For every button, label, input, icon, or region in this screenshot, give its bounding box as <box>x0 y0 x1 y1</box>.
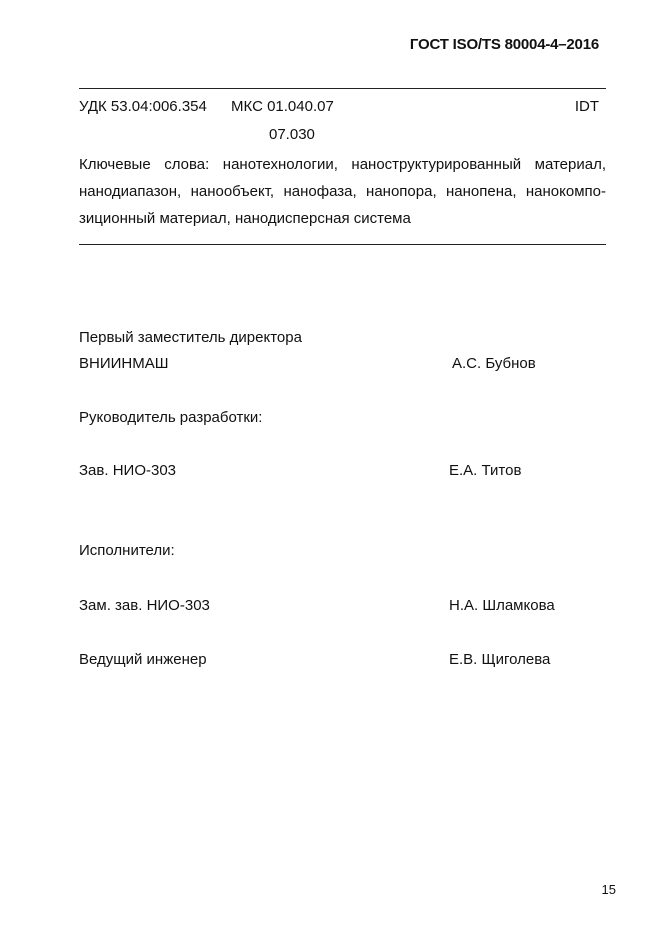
keywords-line: нанодиапазон, нанообъект, нанофаза, нанопора, нанопена, нанокомпо- <box>79 183 606 200</box>
keywords-line: Ключевые слова: нанотехнологии, наноструктурированный материал, <box>79 156 606 173</box>
page-number: 15 <box>601 882 616 897</box>
dev-lead-title: Зав. НИО-303 <box>79 462 177 479</box>
keywords-block <box>79 151 606 232</box>
executors-heading: Исполнители: <box>79 542 175 559</box>
organization-name: ВНИИНМАШ <box>79 355 169 372</box>
executor-name: Е.В. Щиголева <box>449 651 551 668</box>
keywords-line: зиционный материал, нанодисперсная система <box>79 210 411 227</box>
executor-title: Зам. зав. НИО-303 <box>79 597 210 614</box>
mks-code: МКС 01.040.07 <box>231 98 334 115</box>
dev-lead-name: Е.А. Титов <box>449 462 522 479</box>
first-deputy-title: Первый заместитель директора <box>79 329 302 346</box>
top-divider <box>79 88 606 89</box>
idt-marker: IDT <box>574 98 599 115</box>
mks-code-continuation: 07.030 <box>269 126 315 143</box>
udk-code: УДК 53.04:006.354 <box>79 98 207 115</box>
first-deputy-name: А.С. Бубнов <box>452 355 536 372</box>
bottom-divider <box>79 244 606 245</box>
executor-title: Ведущий инженер <box>79 651 207 668</box>
dev-lead-heading: Руководитель разработки: <box>79 409 263 426</box>
executor-name: Н.А. Шламкова <box>449 597 555 614</box>
document-code: ГОСТ ISO/TS 80004-4–2016 <box>409 36 599 53</box>
